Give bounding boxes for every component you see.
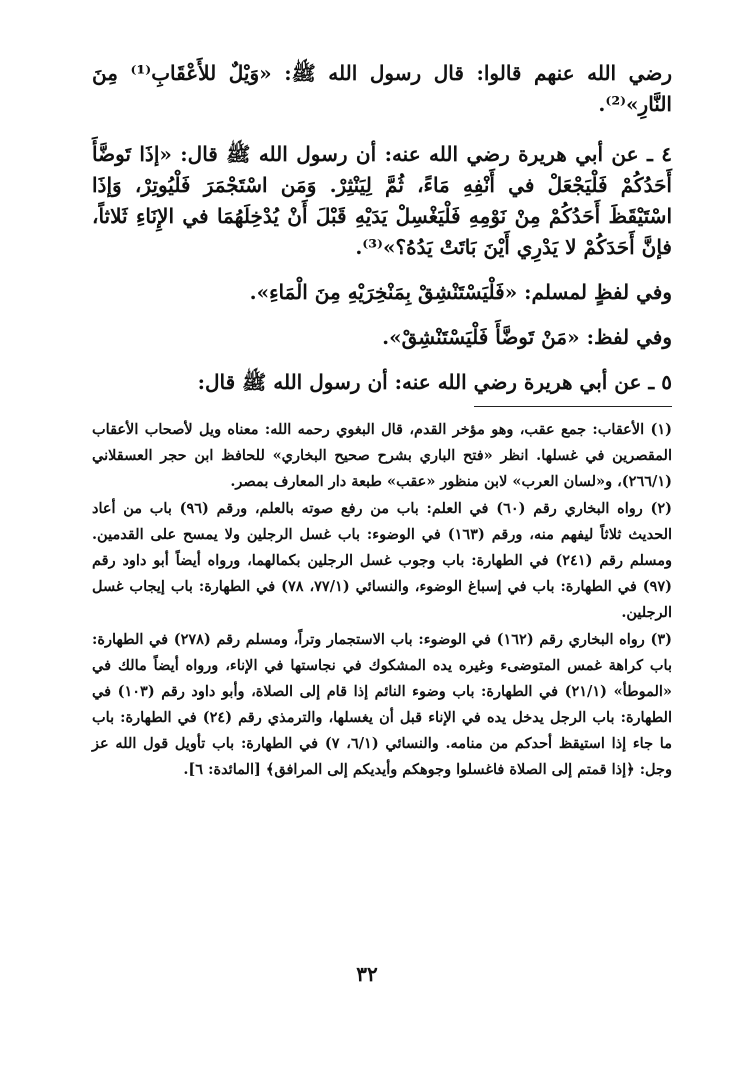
muslim-wording: وفي لفظٍ لمسلم: «فَلْيَسْتَنْشِقْ بِمَنْخِرَيْهِ مِنَ الْمَاءِ». [249,280,672,304]
footnote-3: (٣) رواه البخاري رقم (١٦٢) في الوضوء: باب الاستجمار وتراً، ومسلم رقم (٢٧٨) في الطهارة: باب كراهة غمس المتوضىء وغيره يده المشكوك في نجاستها في الإناء، ورواه أيضاً مالك في «الموطأ» (٢١/١) في الطهارة: باب وضوء النائم إذا قام إلى الصلاة، وأبو داود رقم (١٠٣) في الطهارة: باب الرجل يدخل يده في الإناء قبل أن يغسلها، والترمذي رقم (٢٤) في الطهارة: باب ما جاء إذا استيقظ أحدكم من منامه. والنسائي (٦/١، ٧) في الطهارة: باب تأويل قول الله عز وجل: ﴿إذا قمتم إلى الصلاة فاغسلوا وجوهكم وأيديكم إلى المرافق﴾ [المائدة: ٦]. [92,631,672,778]
other-wording: وفي لفظ: «مَنْ تَوضَّأَ فَلْيَسْتَنْشِقْ». [382,325,672,349]
footnotes [92,417,672,783]
main-text [92,58,672,398]
hadith-3-ending: رضي الله عنهم قالوا: قال رسول الله ﷺ: «وَيْلٌ للأَعْقَابِ⁽¹⁾ مِنَ النَّارِ»⁽²⁾. [92,61,672,116]
page-number: ٣٢ [356,962,378,986]
footnote-2: (٢) رواه البخاري رقم (٦٠) في العلم: باب من رفع صوته بالعلم، ورقم (٩٦) باب من أعاد الحديث ثلاثاً ليفهم منه، ورقم (١٦٣) في الوضوء: باب غسل الرجلين ولا يمسح على القدمين. ومسلم رقم (٢٤١) في الطهارة: باب وجوب غسل الرجلين بكمالهما، ورواه أيضاً أبو داود رقم (٩٧) في الطهارة: باب في إسباغ الوضوء، والنسائي (٧٧/١، ٧٨) في الطهارة: باب إيجاب غسل الرجلين. [92,500,673,621]
hadith-4: ٤ ـ عن أبي هريرة رضي الله عنه: أن رسول الله ﷺ قال: «إذَا تَوضَّأَ أَحَدُكُمْ فَلْيَجْعَلْ في أَنْفِهِ مَاءً، ثُمَّ لِيَنْثِرْ. وَمَن اسْتَجْمَرَ فَلْيُوتِرْ، وَإذَا اسْتَيْقَظَ أَحَدُكُمْ مِنْ نَوْمِهِ فَلْيَغْسِلْ يَدَيْهِ قَبْلَ أَنْ يُدْخِلَهُمَا في الإِنَاءِ ثَلاثاً، فإنَّ أَحَدَكُمْ لا يَدْرِي أَيْنَ بَاتَتْ يَدُهُ؟»⁽³⁾. [92,142,672,259]
hadith-5-start: ٥ ـ عن أبي هريرة رضي الله عنه: أن رسول الله ﷺ قال: [197,370,672,394]
footnote-1: (١) الأعقاب: جمع عقب، وهو مؤخر القدم، قال البغوي رحمه الله: معناه ويل لأصحاب الأعقاب المقصرين في غسلها. انظر «فتح الباري بشرح صحيح البخاري» للحافظ ابن حجر العسقلاني (٢٦٦/١)، و«لسان العرب» لابن منظور «عقب» طبعة دار المعارف بمصر. [92,421,672,490]
book-page [92,58,672,1018]
footnote-divider [474,406,672,407]
